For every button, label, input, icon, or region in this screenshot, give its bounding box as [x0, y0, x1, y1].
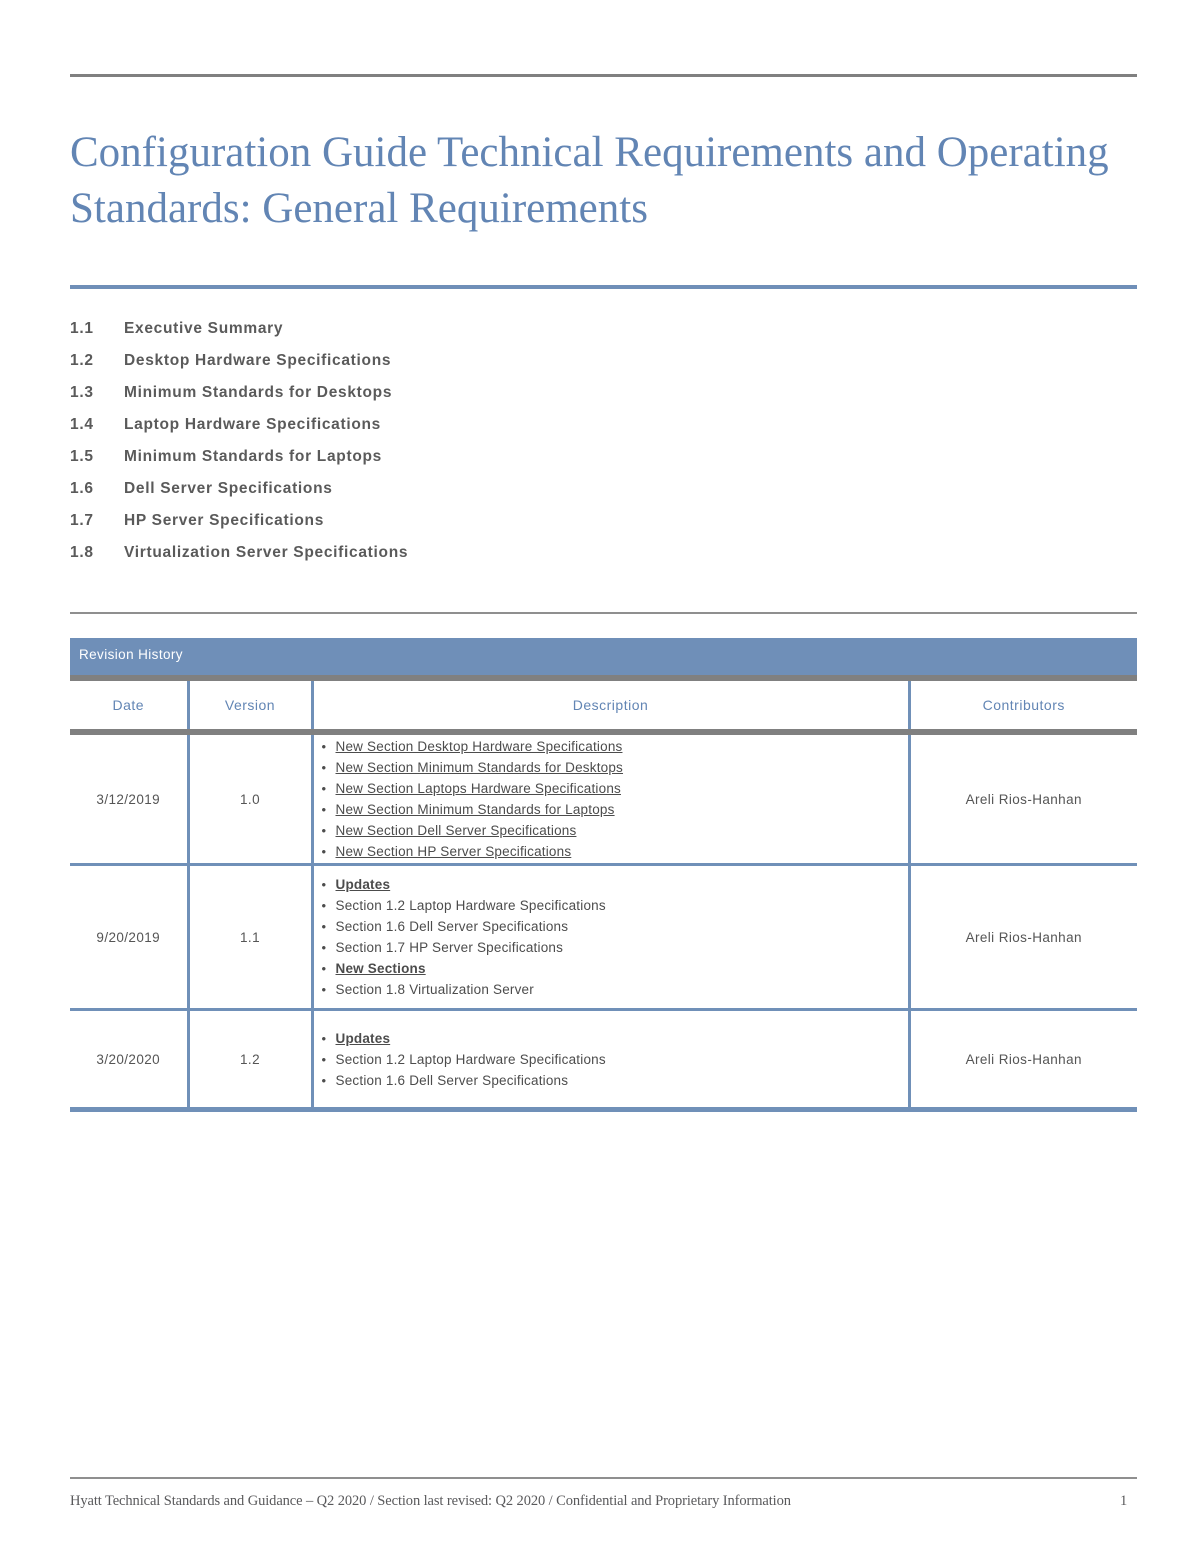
toc-item[interactable] — [70, 512, 770, 544]
list-item-label: New Section HP Server Specifications — [335, 844, 572, 859]
cell-version: 1.0 — [188, 732, 312, 865]
toc-item[interactable] — [70, 480, 770, 512]
toc-item-label: Laptop Hardware Specifications — [124, 416, 381, 433]
table-row — [70, 865, 1137, 1010]
toc-bottom-divider — [70, 612, 1137, 614]
table-of-contents — [70, 320, 770, 576]
toc-item[interactable] — [70, 448, 770, 480]
revision-grid-body — [70, 732, 1137, 1110]
list-item — [336, 895, 908, 916]
cell-contributor: Areli Rios-Hanhan — [909, 732, 1137, 865]
toc-item-label: HP Server Specifications — [124, 512, 325, 529]
revision-history-table — [70, 638, 1137, 1112]
toc-item-number: 1.4 — [70, 416, 94, 433]
list-item-label: Section 1.2 Laptop Hardware Specifications — [335, 898, 606, 913]
list-item — [336, 778, 908, 799]
toc-item-number: 1.1 — [70, 320, 94, 337]
list-item-label: New Section Laptops Hardware Specifications — [335, 781, 621, 796]
footer-divider — [70, 1477, 1137, 1479]
table-row — [70, 732, 1137, 865]
page-number: 1 — [1120, 1493, 1128, 1509]
toc-item-number: 1.3 — [70, 384, 94, 401]
toc-item-number: 1.8 — [70, 544, 94, 561]
list-item-label: New Section Dell Server Specifications — [335, 823, 577, 838]
cell-date: 3/12/2019 — [70, 732, 188, 865]
list-item-label: New Sections — [335, 961, 426, 976]
column-header-contributors: Contributors — [909, 681, 1137, 732]
toc-item-number: 1.6 — [70, 480, 94, 497]
toc-item[interactable] — [70, 416, 770, 448]
cell-contributor: Areli Rios-Hanhan — [909, 865, 1137, 1010]
column-header-row — [70, 681, 1137, 732]
footer-text: Hyatt Technical Standards and Guidance – Q2 2020 / Section last revised: Q2 2020 / Confidential and Proprietary Information — [70, 1493, 791, 1509]
title-underline-divider — [70, 285, 1137, 289]
description-bullet-list — [314, 736, 908, 862]
list-item — [336, 757, 908, 778]
revision-history-caption: Revision History — [79, 647, 183, 662]
toc-item-number: 1.2 — [70, 352, 94, 369]
list-item — [336, 937, 908, 958]
cell-date: 9/20/2019 — [70, 865, 188, 1010]
revision-history-band — [70, 638, 1137, 675]
toc-item-label: Minimum Standards for Laptops — [124, 448, 382, 465]
cell-version: 1.2 — [188, 1010, 312, 1110]
list-item — [336, 916, 908, 937]
toc-item-label: Dell Server Specifications — [124, 480, 333, 497]
description-bullet-list — [314, 1028, 908, 1091]
list-item-label: Section 1.2 Laptop Hardware Specifications — [335, 1051, 606, 1067]
column-header-date: Date — [70, 681, 188, 732]
list-item — [336, 841, 908, 862]
toc-item-number: 1.7 — [70, 512, 94, 529]
revision-grid-header — [70, 681, 1137, 732]
toc-item[interactable] — [70, 384, 770, 416]
description-bullet-list — [314, 874, 908, 1000]
list-item — [336, 1049, 908, 1070]
list-item-label: Section 1.8 Virtualization Server — [335, 982, 534, 997]
list-item-label: New Section Desktop Hardware Specifications — [335, 739, 623, 754]
list-item-label: Section 1.6 Dell Server Specifications — [335, 919, 569, 934]
cell-date: 3/20/2020 — [70, 1010, 188, 1110]
cell-description — [312, 865, 909, 1010]
list-item — [336, 820, 908, 841]
toc-item-label: Minimum Standards for Desktops — [124, 384, 393, 401]
toc-item-number: 1.5 — [70, 448, 94, 465]
list-item — [336, 979, 908, 1000]
list-item — [336, 874, 908, 895]
column-header-version: Version — [188, 681, 312, 732]
toc-item[interactable] — [70, 352, 770, 384]
top-divider — [70, 74, 1137, 77]
toc-item-label: Virtualization Server Specifications — [124, 544, 409, 561]
page-title: Configuration Guide Technical Requirements and Operating Standards: General Requirements — [70, 128, 1109, 232]
list-item-label: Section 1.7 HP Server Specifications — [335, 940, 564, 955]
cell-contributor: Areli Rios-Hanhan — [909, 1010, 1137, 1110]
cell-version: 1.1 — [188, 865, 312, 1010]
toc-item-label: Executive Summary — [124, 320, 284, 337]
cell-description — [312, 732, 909, 865]
list-item — [336, 1070, 908, 1091]
list-item-label: Section 1.6 Dell Server Specifications — [335, 1072, 569, 1088]
list-item — [336, 958, 908, 979]
revision-grid — [70, 681, 1137, 1112]
list-item — [336, 1028, 908, 1049]
list-item-label: Updates — [335, 877, 391, 892]
list-item — [336, 799, 908, 820]
cell-description — [312, 1010, 909, 1110]
column-header-description: Description — [312, 681, 909, 732]
toc-item-label: Desktop Hardware Specifications — [124, 352, 392, 369]
list-item — [336, 736, 908, 757]
list-item-label: Updates — [335, 1030, 391, 1046]
list-item-label: New Section Minimum Standards for Laptops — [335, 802, 615, 817]
table-row — [70, 1010, 1137, 1110]
toc-item[interactable] — [70, 544, 770, 576]
toc-item[interactable] — [70, 320, 770, 352]
list-item-label: New Section Minimum Standards for Desktops — [335, 760, 624, 775]
